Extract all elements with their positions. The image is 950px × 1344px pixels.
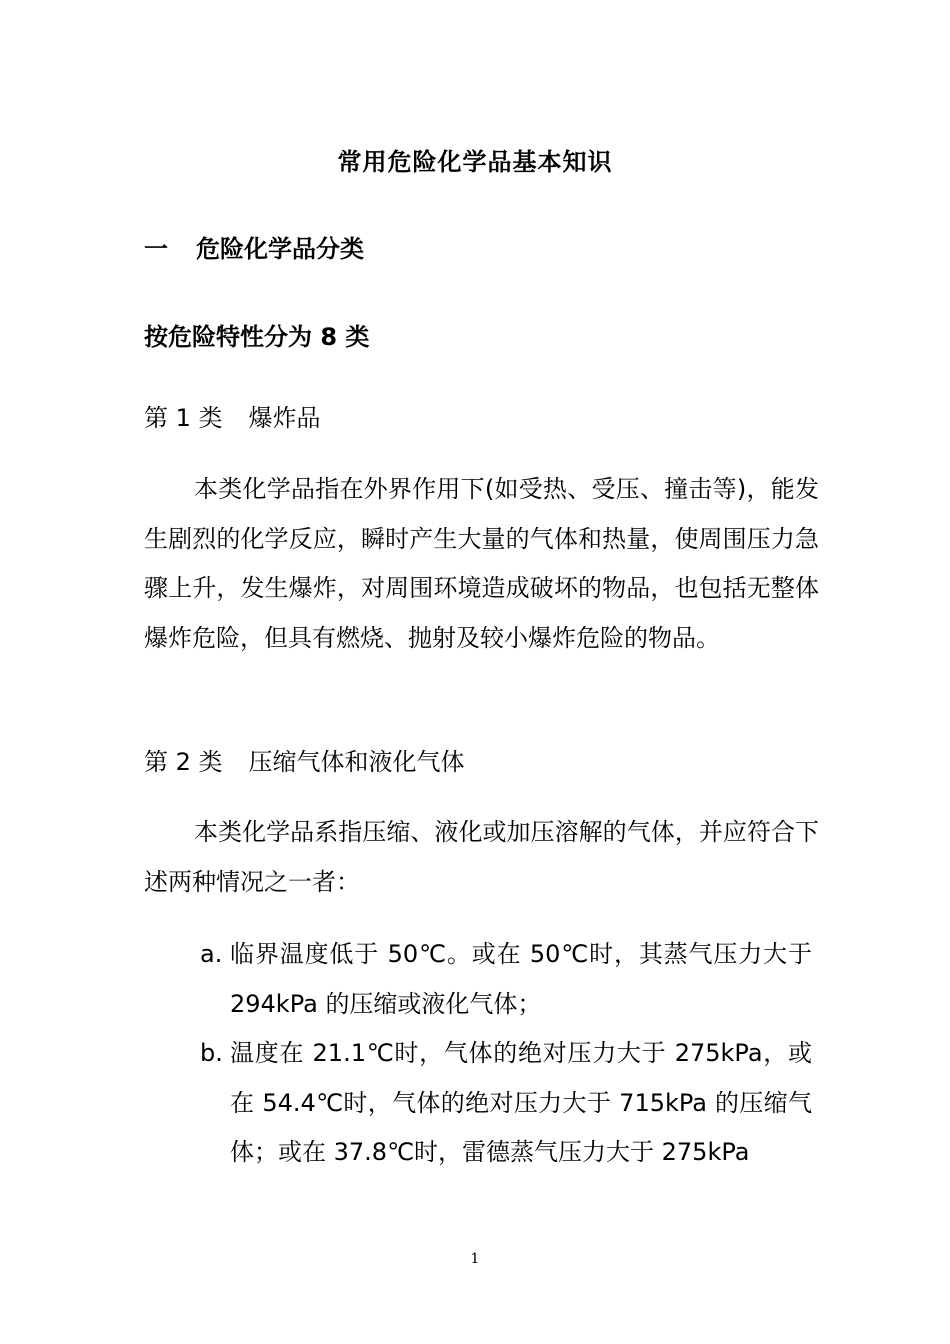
section-number: 一 bbox=[144, 235, 168, 263]
class-1-paragraph: 本类化学品指在外界作用下(如受热、受压、撞击等)，能发生剧烈的化学反应，瞬时产生大量的气体和热量，使周围压力急骤上升，发生爆炸，对周围环境造成破坏的物品，也包括无整体爆炸危险，但具有燃烧、抛射及较小爆炸危险的物品。 bbox=[144, 475, 819, 652]
section-heading bbox=[144, 232, 364, 266]
class-1-name: 爆炸品 bbox=[248, 404, 321, 432]
list-marker: a. bbox=[200, 940, 223, 968]
criteria-list bbox=[200, 930, 812, 1178]
list-item bbox=[200, 930, 812, 1029]
class-1-title bbox=[144, 401, 321, 435]
list-item-text: 温度在 21.1℃时，气体的绝对压力大于 275kPa，或在 54.4℃时，气体的绝对压力大于 715kPa 的压缩气体；或在 37.8℃时，雷德蒸气压力大于 275kPa bbox=[230, 1039, 812, 1166]
subheading: 按危险特性分为 8 类 bbox=[144, 323, 370, 351]
list-item bbox=[200, 1029, 812, 1178]
list-item-text: 临界温度低于 50℃。或在 50℃时，其蒸气压力大于 294kPa 的压缩或液化气体； bbox=[230, 940, 812, 1018]
class-2-paragraph: 本类化学品系指压缩、液化或加压溶解的气体，并应符合下述两种情况之一者： bbox=[144, 818, 819, 896]
section-title: 危险化学品分类 bbox=[196, 235, 364, 263]
class-2-number: 第 2 类 bbox=[144, 748, 223, 776]
class-1-number: 第 1 类 bbox=[144, 404, 223, 432]
class-2-name: 压缩气体和液化气体 bbox=[248, 748, 465, 776]
page-number: 1 bbox=[470, 1251, 480, 1267]
list-marker: b. bbox=[200, 1039, 223, 1067]
class-2-title bbox=[144, 745, 465, 779]
document-title: 常用危险化学品基本知识 bbox=[337, 148, 613, 176]
